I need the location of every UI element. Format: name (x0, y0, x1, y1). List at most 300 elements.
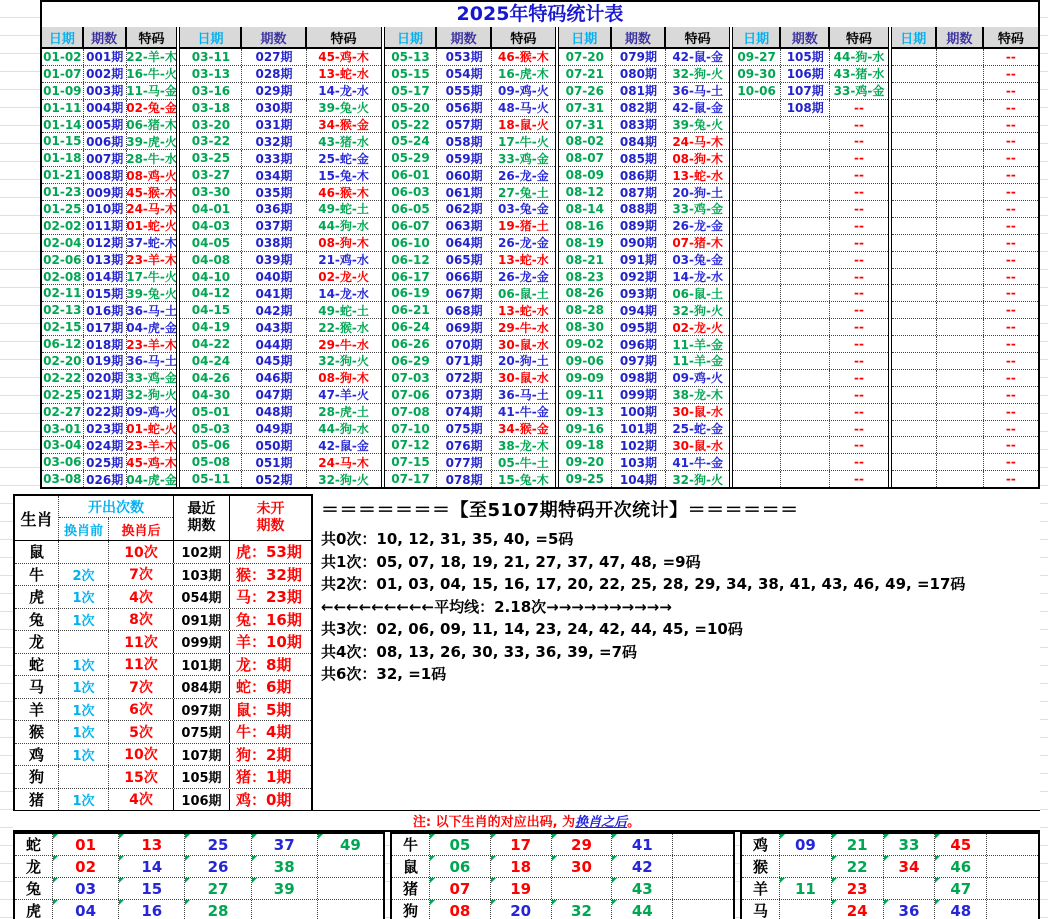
code-cell: -- (854, 320, 864, 335)
date-cell: 09-25 (559, 471, 612, 487)
date-cell: 09-09 (559, 370, 612, 386)
table-row (559, 218, 729, 235)
table-row (892, 471, 1038, 487)
date-cell (892, 150, 937, 166)
period-cell: 086期 (612, 167, 666, 183)
map-number-cell (832, 878, 884, 899)
stats-block (313, 490, 1040, 812)
table-row (42, 49, 176, 66)
date-cell: 07-31 (559, 117, 612, 133)
period-cell (937, 336, 984, 352)
comment-triangle (430, 856, 435, 861)
date-cell (892, 235, 937, 251)
before-change-count-cell (59, 541, 109, 563)
table-row (42, 235, 176, 252)
map-number-cell (252, 834, 318, 855)
code-cell: 48-马-火 (498, 101, 549, 116)
table-row (180, 353, 380, 370)
table-row (733, 49, 887, 66)
code-cell: 13-蛇-水 (672, 168, 723, 183)
map-number: 19 (510, 879, 532, 898)
after-change-count-cell: 10次 (109, 541, 174, 563)
period-cell: 033期 (242, 150, 306, 166)
code-cell: 33-鸡-金 (833, 84, 885, 99)
period-cell (781, 117, 830, 133)
code-cell: 32-狗-火 (672, 67, 723, 82)
date-cell: 04-01 (180, 201, 242, 217)
period-cell: 104期 (612, 471, 666, 487)
date-cell: 08-07 (559, 150, 612, 166)
date-cell: 06-26 (385, 336, 438, 352)
date-cell: 02-15 (42, 319, 84, 335)
table-row (385, 167, 555, 184)
period-cell (937, 218, 984, 234)
period-cell: 060期 (437, 167, 491, 183)
code-cell: 03-兔-金 (498, 202, 549, 217)
table-row (892, 454, 1038, 471)
period-cell: 055期 (437, 83, 491, 99)
map-number-cell (612, 878, 673, 899)
table-row (42, 100, 176, 117)
map-number: 43 (631, 879, 653, 898)
period-cell: 095期 (612, 319, 666, 335)
period-cell (781, 437, 830, 453)
map-number: 06 (449, 857, 471, 876)
table-row (180, 471, 380, 487)
period-cell (781, 302, 830, 318)
code-cell: 14-龙-水 (672, 270, 723, 285)
table-row (385, 150, 555, 167)
date-cell (733, 117, 781, 133)
code-cell: -- (1005, 387, 1016, 402)
period-cell: 079期 (612, 49, 666, 65)
table-row (733, 353, 887, 370)
period-cell: 045期 (242, 353, 306, 369)
table-row (385, 319, 555, 336)
table-row (385, 302, 555, 319)
comment-triangle (491, 900, 496, 905)
comment-triangle (491, 856, 496, 861)
date-cell (892, 302, 937, 318)
period-cell: 042期 (242, 302, 306, 318)
before-change-count-cell (59, 631, 109, 653)
comment-triangle (119, 878, 124, 883)
period-cell: 032期 (242, 133, 306, 149)
table-row (42, 201, 176, 218)
period-cell (937, 302, 984, 318)
date-cell: 03-30 (180, 184, 242, 200)
after-change-count-cell: 6次 (109, 699, 174, 721)
col-header-period: 期数 (781, 27, 830, 47)
code-cell: 02-兔-金 (126, 101, 177, 116)
date-cell: 06-19 (385, 285, 438, 301)
comment-triangle (552, 834, 557, 839)
date-cell: 06-01 (385, 167, 438, 183)
period-cell: 085期 (612, 150, 666, 166)
table-row (559, 471, 729, 487)
map-number-cell (935, 856, 987, 877)
period-cell (781, 133, 830, 149)
group-body (42, 49, 176, 487)
period-cell (937, 437, 984, 453)
before-change-count-cell: 1次 (59, 609, 109, 631)
group-body (385, 49, 555, 487)
table-row (180, 66, 380, 83)
code-cell: 14-龙-水 (318, 286, 369, 301)
map-number: 04 (75, 901, 97, 919)
period-column-group (42, 27, 180, 487)
comment-triangle (53, 878, 58, 883)
table-row (385, 184, 555, 201)
zodiac-name-cell: 虎 (15, 586, 59, 608)
map-number: 41 (631, 835, 653, 854)
code-cell: 01-蛇-火 (126, 422, 177, 437)
col-header-code: 特码 (330, 31, 357, 47)
table-row (892, 83, 1038, 100)
code-cell: 39-兔-火 (126, 286, 177, 301)
map-zodiac-cell: 虎 (15, 900, 53, 919)
recent-period-cell: 103期 (174, 564, 230, 586)
date-cell: 05-03 (180, 421, 242, 437)
map-zodiac-cell: 羊 (742, 878, 780, 899)
period-cell: 082期 (612, 100, 666, 116)
date-cell (733, 133, 781, 149)
date-cell (892, 167, 937, 183)
header-unopened-period: 未开 期数 (256, 501, 285, 534)
comment-triangle (430, 878, 435, 883)
map-row (392, 878, 733, 900)
comment-triangle (780, 834, 785, 839)
period-cell: 035期 (242, 184, 306, 200)
table-row (180, 150, 380, 167)
period-cell (781, 471, 830, 487)
code-cell: 06-鼠-土 (498, 286, 549, 301)
table-row (733, 269, 887, 286)
code-cell: -- (854, 404, 864, 419)
comment-triangle (935, 856, 940, 861)
table-row (733, 370, 887, 387)
zodiac-row (15, 564, 311, 587)
map-zodiac-cell: 兔 (15, 878, 53, 899)
table-row (180, 336, 380, 353)
table-row (892, 302, 1038, 319)
table-row (733, 133, 887, 150)
table-row (385, 387, 555, 404)
period-cell: 024期 (84, 437, 127, 453)
map-number-cell (612, 834, 673, 855)
date-cell: 04-05 (180, 235, 242, 251)
col-header-code: 特码 (845, 31, 872, 47)
date-cell: 08-16 (559, 218, 612, 234)
table-row (559, 387, 729, 404)
map-number-cell (935, 900, 987, 919)
map-number-cell (987, 834, 1038, 855)
stats-lines (321, 528, 1040, 686)
after-change-count-cell: 8次 (109, 609, 174, 631)
table-row (42, 83, 176, 100)
code-cell: 29-牛-水 (498, 320, 549, 335)
table-row (42, 336, 176, 353)
date-cell (733, 302, 781, 318)
map-number-cell (491, 834, 552, 855)
table-row (42, 421, 176, 438)
period-cell: 067期 (437, 285, 491, 301)
table-row (892, 184, 1038, 201)
date-cell: 03-20 (180, 117, 242, 133)
period-cell: 004期 (84, 100, 127, 116)
table-row (180, 285, 380, 302)
code-cell: 16-虎-木 (498, 67, 549, 82)
code-cell: 09-鸡-火 (498, 84, 549, 99)
period-cell (937, 201, 984, 217)
table-row (559, 319, 729, 336)
code-cell: -- (1005, 201, 1016, 216)
table-row (559, 285, 729, 302)
date-cell (892, 370, 937, 386)
before-change-count-cell (59, 766, 109, 788)
code-cell: 26-龙-金 (498, 168, 549, 183)
zodiac-name-cell: 蛇 (15, 654, 59, 676)
date-cell: 01-23 (42, 184, 84, 200)
code-cell: -- (1005, 286, 1016, 301)
period-cell: 037期 (242, 218, 306, 234)
map-number-cell (252, 878, 318, 899)
map-number-cell (673, 878, 733, 899)
map-number-cell (884, 856, 936, 877)
recent-period-cell: 054期 (174, 586, 230, 608)
code-cell: -- (1005, 370, 1016, 385)
table-row (385, 336, 555, 353)
comment-triangle (252, 878, 257, 883)
code-cell: 45-猴-木 (126, 185, 177, 200)
unopened-period-cell: 鼠：5期 (236, 700, 292, 719)
map-number-cell (673, 834, 733, 855)
zodiac-row (15, 766, 311, 789)
table-row (559, 353, 729, 370)
map-row (15, 834, 383, 856)
code-cell: 43-猪-水 (833, 67, 885, 82)
code-cell: 47-羊-火 (318, 388, 369, 403)
map-number-cell (780, 834, 832, 855)
table-row (180, 218, 380, 235)
period-cell: 043期 (242, 319, 306, 335)
period-cell: 011期 (84, 218, 127, 234)
map-number-cell (552, 834, 613, 855)
map-number: 44 (631, 901, 653, 919)
period-cell: 057期 (437, 117, 491, 133)
table-row (892, 421, 1038, 438)
code-cell: 26-龙-金 (672, 219, 723, 234)
unopened-period-cell: 猪：1期 (236, 768, 292, 787)
comment-triangle (612, 878, 617, 883)
period-cell: 102期 (612, 437, 666, 453)
stats-title: ＝＝＝＝＝＝＝【至5107期特码开次统计】＝＝＝＝＝＝ (321, 500, 799, 521)
date-cell: 08-02 (559, 133, 612, 149)
period-cell (781, 252, 830, 268)
table-row (385, 201, 555, 218)
period-cell (937, 387, 984, 403)
period-cell (937, 404, 984, 420)
table-row (733, 252, 887, 269)
stats-line: 共2次：01, 03, 04, 15, 16, 17, 20, 22, 25, 28, 29, 34, 38, 41, 43, 46, 49, =17码 (321, 575, 966, 593)
map-number: 15 (141, 879, 163, 898)
before-change-count-cell: 1次 (59, 699, 109, 721)
period-cell: 006期 (84, 133, 127, 149)
date-cell: 01-07 (42, 66, 84, 82)
date-cell: 04-30 (180, 387, 242, 403)
table-row (385, 117, 555, 134)
recent-period-cell: 099期 (174, 631, 230, 653)
table-row (385, 100, 555, 117)
comment-triangle (612, 834, 617, 839)
map-zodiac-cell: 狗 (392, 900, 430, 919)
map-number-cell (832, 900, 884, 919)
code-cell: -- (854, 235, 864, 250)
code-cell: -- (854, 303, 864, 318)
zodiac-name-cell: 鸡 (15, 744, 59, 766)
map-number: 32 (571, 901, 592, 919)
code-cell: -- (854, 151, 864, 166)
period-cell: 027期 (242, 49, 306, 65)
code-cell: 03-兔-金 (672, 253, 723, 268)
date-cell (733, 437, 781, 453)
period-cell: 091期 (612, 252, 666, 268)
table-row (733, 471, 887, 487)
map-number-cell (119, 856, 185, 877)
zodiac-row (15, 609, 311, 632)
code-cell: 17-牛-火 (498, 134, 549, 149)
table-row (42, 302, 176, 319)
map-zodiac-cell: 龙 (15, 856, 53, 877)
code-cell: -- (1005, 49, 1016, 64)
table-row (892, 370, 1038, 387)
map-number: 08 (449, 901, 471, 919)
comment-triangle (935, 834, 940, 839)
map-number-cell (673, 900, 733, 919)
period-cell (781, 184, 830, 200)
code-cell: 32-狗-火 (672, 303, 723, 318)
table-row (180, 252, 380, 269)
period-cell: 039期 (242, 252, 306, 268)
date-cell: 08-21 (559, 252, 612, 268)
period-cell: 076期 (437, 437, 491, 453)
period-cell: 101期 (612, 421, 666, 437)
period-cell (937, 269, 984, 285)
map-number: 11 (794, 879, 816, 898)
map-number-cell (119, 900, 185, 919)
period-cell: 081期 (612, 83, 666, 99)
period-cell: 077期 (437, 454, 491, 470)
date-cell: 04-03 (180, 218, 242, 234)
date-cell (733, 201, 781, 217)
comment-triangle (935, 878, 940, 883)
map-number-cell (119, 834, 185, 855)
date-cell (733, 471, 781, 487)
date-cell: 06-21 (385, 302, 438, 318)
comment-triangle (780, 878, 785, 883)
zodiac-row (15, 541, 311, 564)
group-body (892, 49, 1038, 487)
date-cell: 07-31 (559, 100, 612, 116)
map-number: 42 (631, 857, 653, 876)
map-row (742, 834, 1038, 856)
date-cell: 05-22 (385, 117, 438, 133)
date-cell (733, 218, 781, 234)
date-cell (892, 49, 937, 65)
period-cell: 087期 (612, 184, 666, 200)
after-change-count-cell: 7次 (109, 564, 174, 586)
code-cell: 33-鸡-金 (672, 202, 723, 217)
map-number: 16 (141, 901, 163, 919)
date-cell: 03-18 (180, 100, 242, 116)
period-cell (937, 133, 984, 149)
period-cell: 018期 (84, 336, 127, 352)
comment-triangle (53, 900, 58, 905)
date-cell: 05-15 (385, 66, 438, 82)
table-row (559, 201, 729, 218)
table-row (892, 66, 1038, 83)
code-cell: 21-鸡-水 (318, 253, 369, 268)
zodiac-name-cell: 猪 (15, 789, 59, 811)
map-zodiac-cell: 鼠 (392, 856, 430, 877)
code-cell: -- (854, 269, 864, 284)
date-cell (892, 201, 937, 217)
table-row (892, 336, 1038, 353)
table-row (42, 66, 176, 83)
code-cell: -- (854, 134, 864, 149)
table-row (180, 387, 380, 404)
code-cell: -- (854, 117, 864, 132)
period-cell (937, 370, 984, 386)
after-change-count-cell: 5次 (109, 721, 174, 743)
period-cell: 053期 (437, 49, 491, 65)
map-number-cell (318, 900, 383, 919)
col-header-code: 特码 (997, 31, 1024, 47)
recent-period-cell: 107期 (174, 744, 230, 766)
period-cell: 012期 (84, 235, 127, 251)
period-cell: 064期 (437, 235, 491, 251)
date-cell: 07-26 (559, 83, 612, 99)
comment-triangle (185, 856, 190, 861)
code-cell: 46-猴-木 (318, 185, 369, 200)
map-number: 39 (273, 879, 295, 898)
date-cell: 07-17 (385, 471, 438, 487)
map-number-cell (185, 900, 251, 919)
col-header-code: 特码 (138, 31, 165, 47)
period-cell (937, 117, 984, 133)
map-number: 22 (846, 857, 868, 876)
map-group (740, 832, 1040, 919)
col-header-code: 特码 (684, 31, 711, 47)
map-number-cell (252, 900, 318, 919)
map-number: 47 (950, 879, 972, 898)
date-cell: 09-18 (559, 437, 612, 453)
period-cell: 001期 (84, 49, 127, 65)
date-cell (733, 100, 781, 116)
period-cell: 040期 (242, 269, 306, 285)
date-cell: 01-15 (42, 133, 84, 149)
map-number: 33 (898, 835, 920, 854)
code-cell: 08-鸡-火 (126, 168, 177, 183)
header-before-change: 换肖前 (59, 518, 109, 540)
map-number-cell (185, 834, 251, 855)
table-row (892, 269, 1038, 286)
header-zodiac: 生肖 (15, 496, 59, 540)
map-number: 23 (846, 879, 868, 898)
period-cell: 014期 (84, 269, 127, 285)
period-cell: 107期 (781, 83, 830, 99)
code-cell: 36-马-土 (498, 388, 549, 403)
